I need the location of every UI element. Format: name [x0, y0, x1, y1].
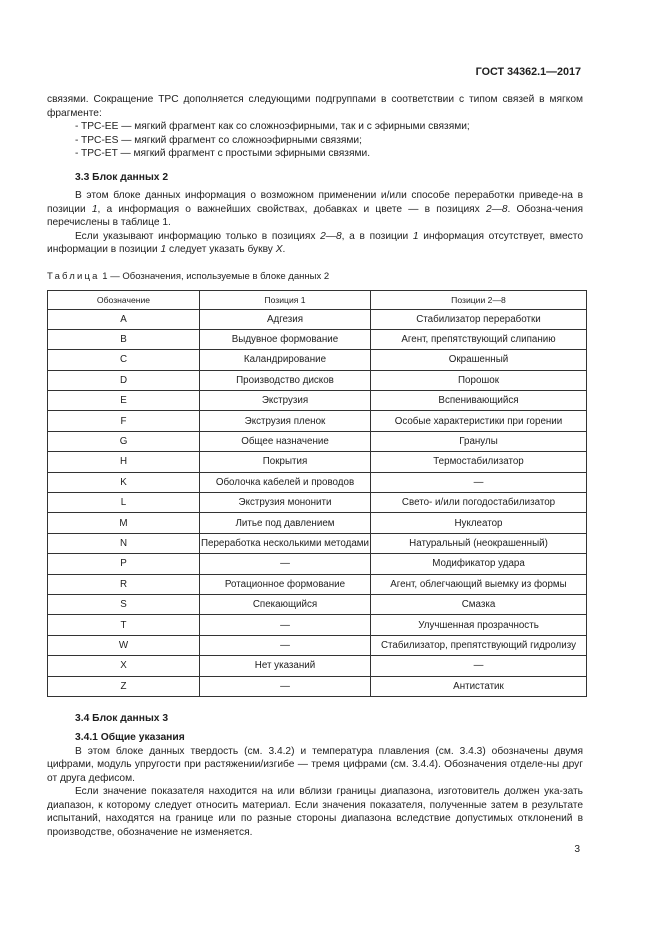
- table-row: [48, 656, 587, 676]
- table-cell: Натуральный (неокрашенный): [371, 533, 587, 553]
- section-heading-3-3: 3.3 Блок данных 2: [75, 171, 169, 183]
- table-cell: Стабилизатор, препятствующий гидролизу: [371, 635, 587, 655]
- table-cell: K: [48, 472, 200, 492]
- table-row: [48, 431, 587, 451]
- table-cell: —: [371, 472, 587, 492]
- table-cell: D: [48, 370, 200, 390]
- section-3-4-paragraph-2: Если значение показателя находится на или вблизи границы диапазона, изготовитель должен ука-зать диапазон, к которому следует относить материал. Если значения показателя, полученные затем в результате испытаний, находятся на границе или по разные стороны диапазона вследствие допустимых отклонений в производстве, обозначение не изменяется.: [47, 786, 583, 838]
- table-caption: Таблица 1 — Обозначения, используемые в блоке данных 2: [47, 270, 330, 282]
- table-row: [48, 574, 587, 594]
- table-cell: E: [48, 391, 200, 411]
- table-row: [48, 493, 587, 513]
- table-row: [48, 615, 587, 635]
- subgroup-list: [47, 120, 583, 161]
- table-cell: Z: [48, 676, 200, 696]
- table-cell: Свето- и/или погодостабилизатор: [371, 493, 587, 513]
- table-cell: Покрытия: [200, 452, 371, 472]
- section-heading-3-4: 3.4 Блок данных 3: [75, 712, 169, 724]
- table-cell: X: [48, 656, 200, 676]
- table-cell: Экструзия: [200, 391, 371, 411]
- table-cell: Смазка: [371, 594, 587, 614]
- table-row: [48, 594, 587, 614]
- table-cell: Вспенивающийся: [371, 391, 587, 411]
- column-header: Обозначение: [48, 290, 200, 309]
- table-row: [48, 411, 587, 431]
- table-cell: P: [48, 554, 200, 574]
- table-cell: Экструзия пленок: [200, 411, 371, 431]
- table-cell: Агент, облегчающий выемку из формы: [371, 574, 587, 594]
- table-cell: —: [200, 676, 371, 696]
- table-row: [48, 676, 587, 696]
- table-cell: N: [48, 533, 200, 553]
- list-item: - TPC-ET — мягкий фрагмент с простыми эфирными связями.: [75, 148, 371, 159]
- table-cell: Ротационное формование: [200, 574, 371, 594]
- page-number: 3: [574, 844, 580, 855]
- table-cell: Порошок: [371, 370, 587, 390]
- intro-paragraph: связями. Сокращение TPC дополняется следующими подгруппами в соответствии с типом связей в мягком фрагменте:: [47, 94, 583, 119]
- table-row: [48, 472, 587, 492]
- table-cell: Экструзия мононити: [200, 493, 371, 513]
- table-cell: Нуклеатор: [371, 513, 587, 533]
- subsection-heading-3-4-1: 3.4.1 Общие указания: [75, 732, 185, 744]
- table-row: [48, 513, 587, 533]
- section-3-3-paragraph-1: В этом блоке данных информация о возможном применении и/или способе переработки приведе-на в позиции 1, а информация о важнейших свойствах, добавках и цвете — в позициях 2—8. Обозна-чения перечислены в таблице 1.: [47, 190, 583, 228]
- section-3-4-paragraph-1: В этом блоке данных твердость (см. 3.4.2) и температура плавления (см. 3.4.3) обозначены двумя цифрами, модуль упругости при растяжении/изгибе — тремя цифрами (см. 3.4.4). Обозначения отделе-ны друг от друга дефисом.: [47, 745, 583, 784]
- table-row: [48, 370, 587, 390]
- table-cell: —: [371, 656, 587, 676]
- table-cell: B: [48, 329, 200, 349]
- list-item: - TPC-EE — мягкий фрагмент как со сложноэфирными, так и с эфирными связями;: [75, 121, 470, 132]
- column-header: Позиция 1: [200, 290, 371, 309]
- table-cell: Переработка несколькими методами: [200, 533, 371, 553]
- table-cell: H: [48, 452, 200, 472]
- table-cell: Улучшенная прозрачность: [371, 615, 587, 635]
- table-cell: —: [200, 554, 371, 574]
- table-row: [48, 635, 587, 655]
- table-cell: Каландрирование: [200, 350, 371, 370]
- table-cell: L: [48, 493, 200, 513]
- table-cell: —: [200, 615, 371, 635]
- table-cell: Нет указаний: [200, 656, 371, 676]
- list-item: - TPC-ES — мягкий фрагмент со сложноэфирными связями;: [75, 134, 362, 146]
- table-cell: Окрашенный: [371, 350, 587, 370]
- table-cell: Спекающийся: [200, 594, 371, 614]
- table-row: [48, 391, 587, 411]
- page-content: [47, 93, 583, 839]
- table-cell: Термостабилизатор: [371, 452, 587, 472]
- table-cell: T: [48, 615, 200, 635]
- table-row: [48, 554, 587, 574]
- table-cell: F: [48, 411, 200, 431]
- table-cell: S: [48, 594, 200, 614]
- table-cell: Литье под давлением: [200, 513, 371, 533]
- section-3-3-paragraph-2: Если указывают информацию только в позициях 2—8, а в позиции 1 информация отсутствует, вместо информации в позиции 1 следует указать букву X.: [47, 230, 583, 255]
- document-header: ГОСТ 34362.1—2017: [475, 66, 581, 78]
- table-cell: A: [48, 309, 200, 329]
- table-body: [48, 309, 587, 696]
- table-row: [48, 350, 587, 370]
- table-cell: Производство дисков: [200, 370, 371, 390]
- table-cell: Антистатик: [371, 676, 587, 696]
- table-cell: C: [48, 350, 200, 370]
- table-cell: Модификатор удара: [371, 554, 587, 574]
- designations-table: [47, 290, 587, 697]
- column-header: Позиции 2—8: [371, 290, 587, 309]
- table-cell: —: [200, 635, 371, 655]
- table-header-row: [48, 290, 587, 309]
- table-row: [48, 309, 587, 329]
- table-cell: Агент, препятствующий слипанию: [371, 329, 587, 349]
- table-cell: W: [48, 635, 200, 655]
- table-cell: Выдувное формование: [200, 329, 371, 349]
- table-cell: Адгезия: [200, 309, 371, 329]
- table-row: [48, 329, 587, 349]
- table-cell: R: [48, 574, 200, 594]
- table-cell: G: [48, 431, 200, 451]
- table-cell: M: [48, 513, 200, 533]
- table-cell: Общее назначение: [200, 431, 371, 451]
- table-cell: Особые характеристики при горении: [371, 411, 587, 431]
- table-cell: Оболочка кабелей и проводов: [200, 472, 371, 492]
- table-row: [48, 533, 587, 553]
- table-cell: Стабилизатор переработки: [371, 309, 587, 329]
- table-row: [48, 452, 587, 472]
- table-cell: Гранулы: [371, 431, 587, 451]
